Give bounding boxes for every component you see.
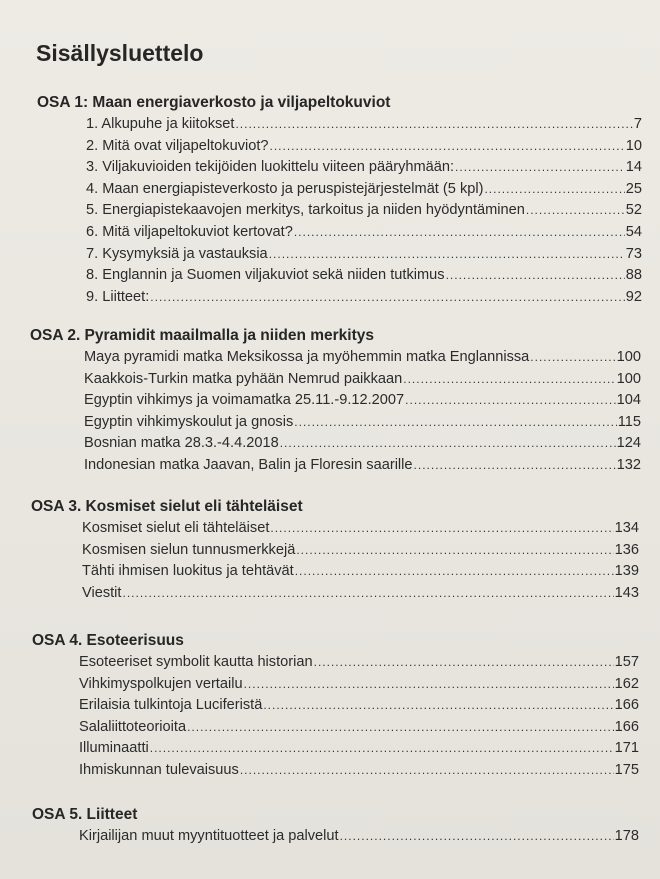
dot-leader — [340, 826, 614, 848]
entry-label: 3. Viljakuvioiden tekijöiden luokittelu viiteen pääryhmään: — [86, 159, 455, 176]
dot-leader — [455, 157, 625, 179]
entry-label: 7. Kysymyksiä ja vastauksia — [86, 245, 268, 262]
entry-label: Vihkimyspolkujen vertailu — [79, 675, 243, 692]
toc-entry — [84, 390, 641, 412]
toc-entry — [86, 157, 642, 179]
entry-label: 9. Liitteet: — [86, 288, 150, 305]
entry-label: Bosnian matka 28.3.-4.4.2018 — [84, 435, 279, 452]
entry-page-number: 132 — [616, 456, 641, 473]
dot-leader — [240, 760, 614, 782]
toc-entry — [79, 738, 639, 760]
entry-label: Kosmiset sielut eli tähteläiset — [82, 520, 270, 536]
toc-entry — [86, 136, 642, 158]
entry-label: 6. Mitä viljapeltokuviot kertovat? — [86, 223, 293, 240]
section-heading: OSA 2. Pyramidit maailmalla ja niiden merkitys — [30, 327, 375, 344]
toc-section — [31, 496, 639, 604]
dot-leader — [280, 433, 616, 455]
toc-entry — [84, 369, 641, 391]
toc-entry — [86, 222, 642, 244]
dot-leader — [263, 695, 613, 717]
entry-label: Kirjailijan muut myyntituotteet ja palvelut — [79, 828, 339, 844]
entry-page-number: 88 — [625, 267, 642, 284]
toc-entry — [84, 433, 641, 455]
section-heading: OSA 4. Esoteerisuus — [32, 632, 184, 649]
entry-label: Erilaisia tulkintoja Luciferistä — [79, 697, 263, 714]
dot-leader — [235, 114, 632, 136]
dot-leader — [270, 518, 613, 540]
entry-label: Tähti ihmisen luokitus ja tehtävät — [82, 563, 294, 580]
dot-leader — [294, 412, 616, 434]
toc-entry — [79, 826, 639, 848]
entry-label: Illuminaatti — [79, 740, 149, 757]
dot-leader — [526, 200, 625, 222]
toc-entry — [84, 347, 641, 369]
entry-label: 1. Alkupuhe ja kiitokset — [86, 116, 235, 132]
entry-page-number: 7 — [633, 116, 642, 132]
dot-leader — [446, 265, 625, 287]
entry-page-number: 115 — [617, 413, 641, 430]
dot-leader — [484, 179, 624, 201]
entry-page-number: 124 — [616, 435, 641, 452]
dot-leader — [414, 455, 616, 477]
entry-page-number: 171 — [614, 740, 639, 757]
entry-page-number: 73 — [625, 245, 642, 262]
toc-entry — [79, 652, 639, 674]
toc-entry — [82, 561, 639, 583]
section-heading: OSA 3. Kosmiset sielut eli tähteläiset — [31, 498, 303, 515]
toc-entry — [86, 287, 642, 309]
toc-entry — [82, 518, 639, 540]
section-heading: OSA 5. Liitteet — [32, 806, 138, 823]
entry-label: Esoteeriset symbolit kautta historian — [79, 654, 313, 670]
dot-leader — [294, 222, 625, 244]
entry-page-number: 134 — [614, 520, 639, 536]
dot-leader — [530, 347, 615, 369]
dot-leader — [296, 540, 613, 562]
entry-page-number: 92 — [625, 288, 642, 305]
toc-entry — [84, 412, 641, 434]
toc-entry — [84, 455, 641, 477]
toc-entry — [82, 583, 639, 605]
dot-leader — [295, 561, 614, 583]
entry-label: Egyptin vihkimys ja voimamatka 25.11.-9.12.2007 — [84, 392, 405, 409]
dot-leader — [150, 287, 624, 309]
entry-page-number: 143 — [614, 584, 639, 601]
entry-page-number: 162 — [614, 675, 639, 692]
dot-leader — [314, 652, 614, 674]
toc-entry — [79, 695, 639, 717]
toc-entry — [86, 244, 642, 266]
entry-page-number: 100 — [616, 370, 641, 387]
entry-label: Indonesian matka Jaavan, Balin ja Floresin saarille — [84, 456, 413, 473]
entry-page-number: 139 — [614, 563, 639, 580]
toc-section — [32, 630, 639, 782]
section-heading: OSA 1: Maan energiaverkosto ja viljapeltokuviot — [37, 94, 391, 111]
entry-label: Maya pyramidi matka Meksikossa ja myöhemmin matka Englannissa — [84, 349, 530, 365]
toc-entry — [82, 540, 639, 562]
dot-leader — [405, 390, 615, 412]
entry-label: 8. Englannin ja Suomen viljakuviot sekä niiden tutkimus — [86, 267, 445, 284]
toc-entry — [86, 200, 642, 222]
toc-entry — [86, 179, 642, 201]
entry-label: Kaakkois-Turkin matka pyhään Nemrud paikkaan — [84, 370, 403, 387]
entry-label: Salaliittoteorioita — [79, 718, 187, 735]
entry-page-number: 104 — [616, 392, 641, 409]
dot-leader — [269, 244, 625, 266]
toc-section — [30, 325, 641, 477]
entry-page-number: 175 — [614, 761, 639, 778]
entry-label: Ihmiskunnan tulevaisuus — [79, 761, 239, 778]
entry-label: 4. Maan energiapisteverkosto ja peruspistejärjestelmät (5 kpl) — [86, 180, 484, 197]
dot-leader — [122, 583, 613, 605]
entry-label: Viestit — [82, 584, 122, 601]
entry-page-number: 178 — [614, 828, 639, 844]
entry-page-number: 136 — [614, 541, 639, 558]
entry-label: 2. Mitä ovat viljapeltokuviot? — [86, 137, 269, 154]
dot-leader — [150, 738, 614, 760]
toc-entry — [79, 674, 639, 696]
entry-page-number: 166 — [614, 697, 639, 714]
entry-label: 5. Energiapistekaavojen merkitys, tarkoitus ja niiden hyödyntäminen — [86, 202, 525, 219]
entry-page-number: 100 — [616, 349, 641, 365]
entry-page-number: 14 — [625, 159, 642, 176]
toc-section — [32, 804, 639, 848]
dot-leader — [244, 674, 614, 696]
dot-leader — [270, 136, 625, 158]
toc-entry — [86, 114, 642, 136]
entry-page-number: 52 — [625, 202, 642, 219]
entry-label: Egyptin vihkimyskoulut ja gnosis — [84, 413, 294, 430]
entry-page-number: 54 — [625, 223, 642, 240]
page-title: Sisällysluettelo — [36, 40, 204, 66]
toc-entry — [79, 760, 639, 782]
entry-page-number: 157 — [614, 654, 639, 670]
toc-entry — [86, 265, 642, 287]
toc-entry — [79, 717, 639, 739]
entry-page-number: 25 — [625, 180, 642, 197]
entry-page-number: 10 — [625, 137, 642, 154]
toc-section — [37, 92, 642, 308]
entry-label: Kosmisen sielun tunnusmerkkejä — [82, 541, 296, 558]
dot-leader — [403, 369, 615, 391]
dot-leader — [187, 717, 614, 739]
entry-page-number: 166 — [614, 718, 639, 735]
